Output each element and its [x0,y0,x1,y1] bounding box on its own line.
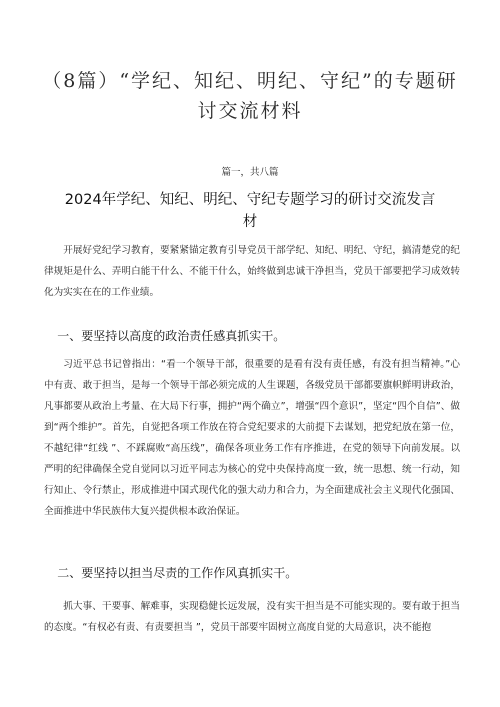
paragraph-section-2: 抓大事、干要事、解难事，实现稳健长远发展，没有实干担当是不可能实现的。要有敢于担当的态度。“有权必有责、有责要担当 ”，党员干部要牢固树立高度自觉的大局意识，决不能抱 [44,601,460,633]
section-heading-1: 一、要坚持以高度的政治责任感真抓实干。 [57,329,286,343]
part-label: 篇一，共八篇 [221,167,279,178]
paragraph-intro: 开展好党纪学习教育，要紧紧锚定教育引导党员干部学纪、知纪、明纪、守纪，搞清楚党的纪律规矩是什么、弄明白能干什么、不能干什么，始终做到忠诚干净担当，党员干部要把学习成效转化为实实在在的工作业绩。 [44,245,460,298]
paragraph-section-1: 习近平总书记曾指出：“看一个领导干部，很重要的是看有没有责任感，有没有担当精神。”心中有责、敢于担当，是每一个领导干部必须完成的人生课题，各级党员干部都要旗帜鲜明讲政治，凡事都要从政治上考量、在大局下行事，拥护“两个确立”，增强“四个意识”，坚定“四个自信”、做到“两个维护”。首先，自觉把各项工作放在符合党纪要求的大前提下去谋划，把党纪放在第一位，不越纪律“红线 ”、不踩腐败“高压线”，确保各项业务工作有序推进，在党的领导下向前发展。以严明的纪律确保全党自觉同以习近平同志为核心的党中央保持高度一致，统一思想、统一行动，知行知止、令行禁止，形成推进中国式现代化的强大动力和合力，为全面建成社会主义现代化强国、全面推进中华民族伟大复兴提供根本政治保证。 [44,359,460,517]
document-title: （8篇）“学纪、知纪、明纪、守纪”的专题研讨交流材料 [42,70,458,122]
speech-title: 2024年学纪、知纪、明纪、守纪专题学习的研讨交流发言材 [64,192,436,230]
section-heading-2: 二、要坚持以担当尽责的工作作风真抓实干。 [57,566,298,580]
